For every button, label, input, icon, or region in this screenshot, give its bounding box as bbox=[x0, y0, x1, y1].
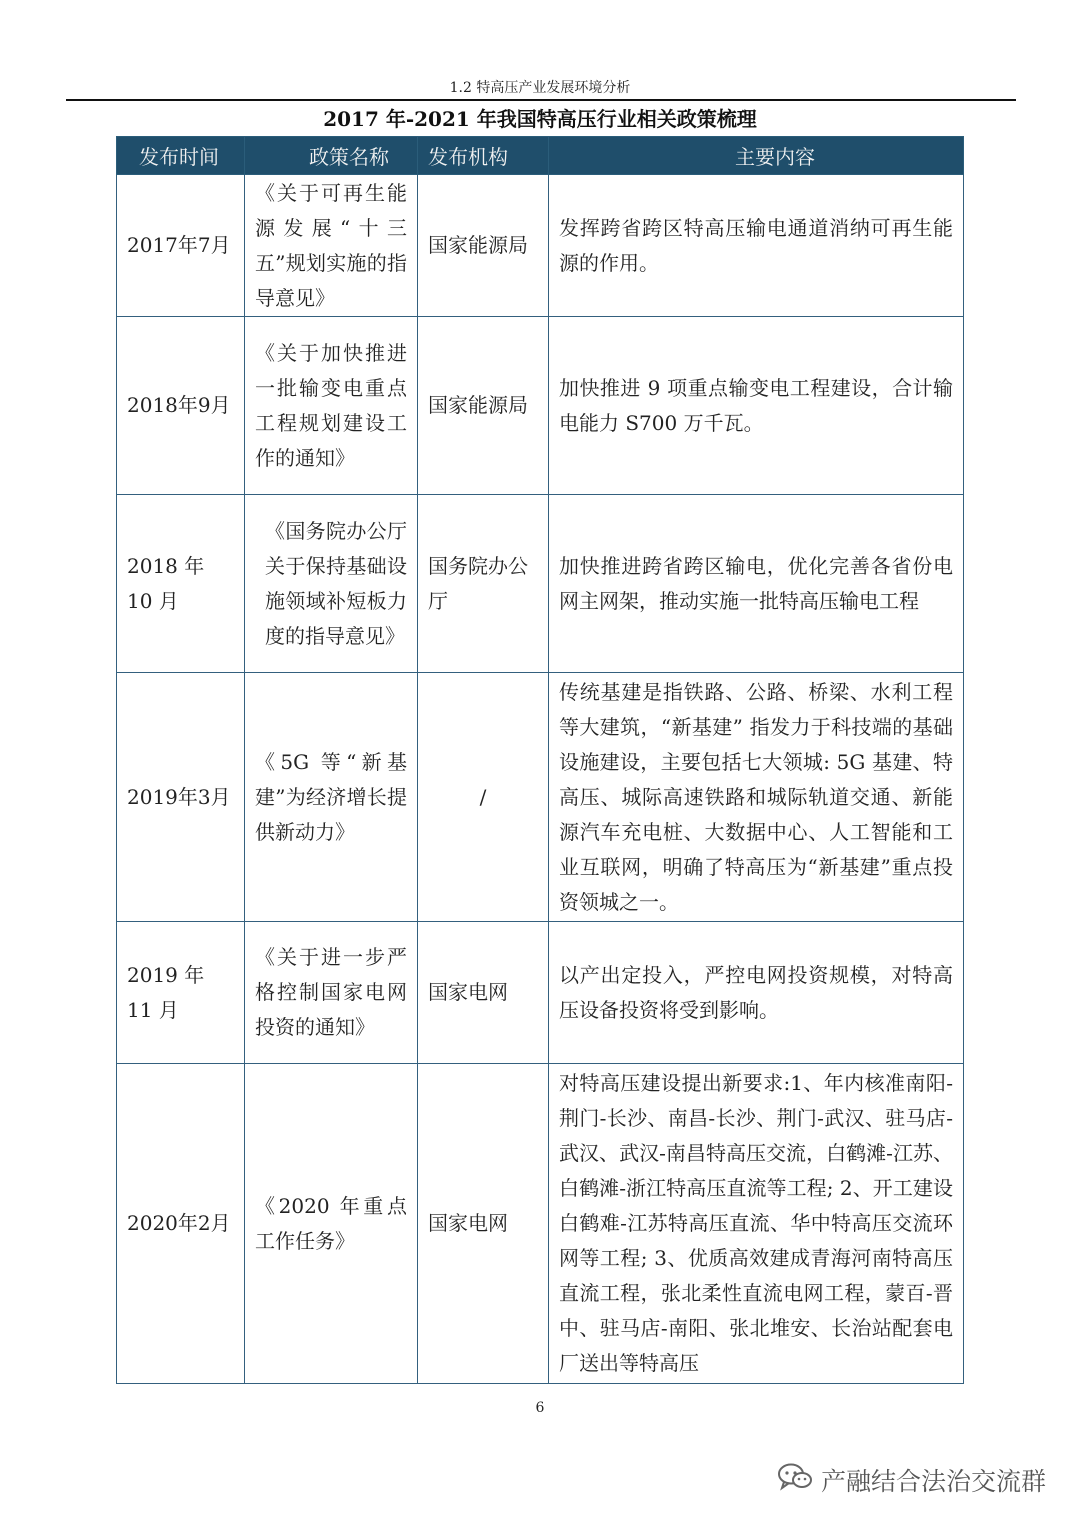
cell-time: 2018年9月 bbox=[117, 317, 245, 495]
column-header-name: 政策名称 bbox=[245, 137, 418, 175]
cell-time: 2017年7月 bbox=[117, 175, 245, 317]
cell-org: 国家电网 bbox=[418, 1064, 549, 1384]
running-title: 1.2 特高压产业发展环境分析 bbox=[449, 80, 631, 96]
cell-org: 国家能源局 bbox=[418, 175, 549, 317]
cell-content: 传统基建是指铁路、公路、桥梁、水利工程等大建筑，“新基建” 指发力于科技端的基础设施建设，主要包括七大领城: 5G 基建、特高压、城际高速铁路和城际轨道交通、新能源汽车充电桩、大数据中心、人工智能和工业互联网，明确了特高压为“新基建”重点投资领城之一。 bbox=[549, 673, 964, 922]
table-row bbox=[117, 495, 964, 673]
page-number: 6 bbox=[535, 1400, 545, 1416]
cell-policy-name: 《关于进一步严格控制国家电网投资的通知》 bbox=[245, 922, 418, 1064]
cell-content: 发挥跨省跨区特高压输电通道消纳可再生能源的作用。 bbox=[549, 175, 964, 317]
cell-org: 国务院办公厅 bbox=[418, 495, 549, 673]
cell-policy-name: 《2020 年重点工作任务》 bbox=[245, 1064, 418, 1384]
table-header-row bbox=[117, 137, 964, 175]
cell-content: 对特高压建设提出新要求:1、年内核准南阳-荆门-长沙、南昌-长沙、荆门-武汉、驻马店-武汉、武汉-南昌特高压交流，白鹤滩-江苏、白鹤滩-浙江特高压直流等工程; 2、开工建设白鹤难-江苏特高压直流、华中特高压交流环网等工程; 3、优质高效建成青海河南特高压直流工程，张北柔性直流电网工程，蒙百-晋中、驻马店-南阳、张北堆安、长治站配套电厂送出等特高压 bbox=[549, 1064, 964, 1384]
watermark bbox=[777, 1462, 1046, 1498]
table-row bbox=[117, 922, 964, 1064]
column-header-org: 发布机构 bbox=[418, 137, 549, 175]
column-header-content: 主要内容 bbox=[549, 137, 964, 175]
cell-time: 2018 年 10 月 bbox=[117, 495, 245, 673]
cell-org: 国家能源局 bbox=[418, 317, 549, 495]
cell-org: 国家电网 bbox=[418, 922, 549, 1064]
cell-time: 2020年2月 bbox=[117, 1064, 245, 1384]
cell-content: 以产出定投入，严控电网投资规模，对特高压设备投资将受到影响。 bbox=[549, 922, 964, 1064]
cell-policy-name: 《5G 等“新基建”为经济增长提供新动力》 bbox=[245, 673, 418, 922]
watermark-text: 产融结合法治交流群 bbox=[820, 1467, 1046, 1496]
cell-time: 2019 年 11 月 bbox=[117, 922, 245, 1064]
cell-org: / bbox=[418, 673, 549, 922]
cell-policy-name: 《关于可再生能源发展“十三五”规划实施的指导意见》 bbox=[245, 175, 418, 317]
table-row bbox=[117, 1064, 964, 1384]
header-divider bbox=[66, 99, 1016, 101]
cell-content: 加快推进跨省跨区输电，优化完善各省份电网主网架，推动实施一批特高压输电工程 bbox=[549, 495, 964, 673]
table-row bbox=[117, 317, 964, 495]
cell-time: 2019年3月 bbox=[117, 673, 245, 922]
policy-table bbox=[116, 136, 964, 1384]
wechat-icon bbox=[777, 1462, 813, 1498]
cell-policy-name: 《关于加快推进一批输变电重点工程规划建设工作的通知》 bbox=[245, 317, 418, 495]
cell-content: 加快推进 9 项重点输变电工程建设，合计输电能力 S700 万千瓦。 bbox=[549, 317, 964, 495]
document-title: 2017 年-2021 年我国特高压行业相关政策梳理 bbox=[323, 107, 757, 131]
table-row bbox=[117, 673, 964, 922]
column-header-time: 发布时间 bbox=[117, 137, 245, 175]
cell-policy-name: 《国务院办公厅关于保持基础设施领域补短板力度的指导意见》 bbox=[245, 495, 418, 673]
table-row bbox=[117, 175, 964, 317]
